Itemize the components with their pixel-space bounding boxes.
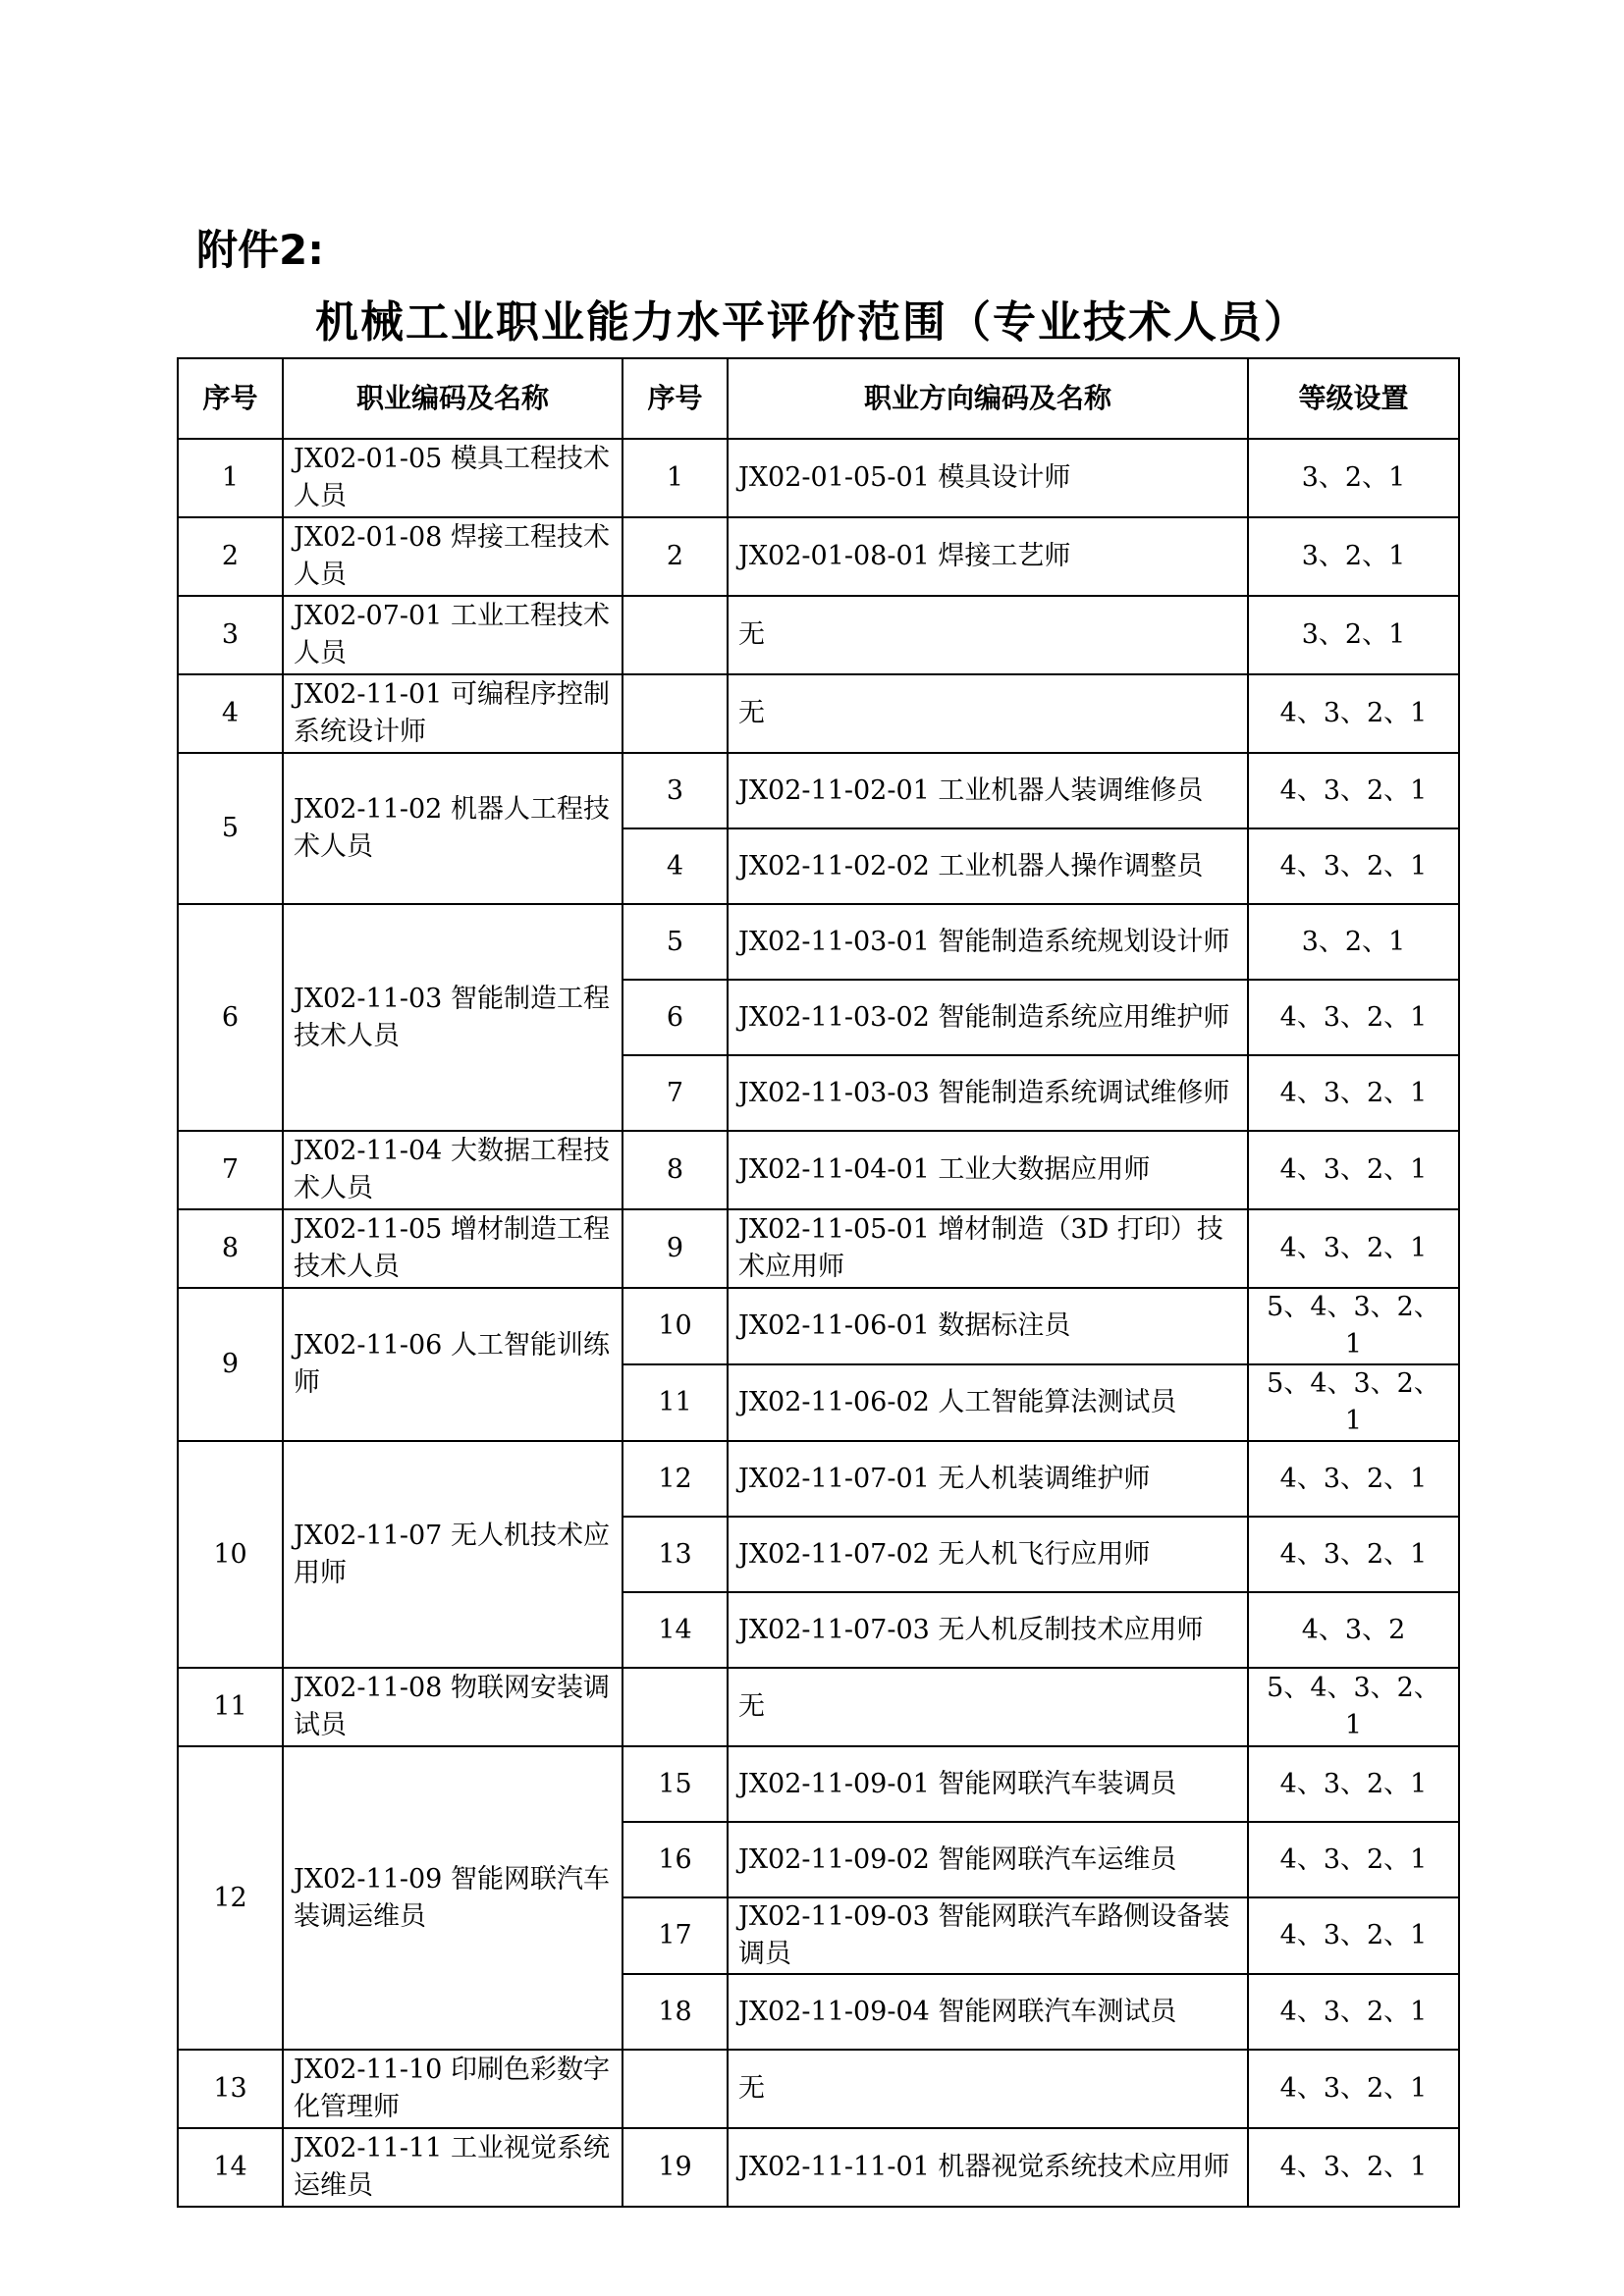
- direction-name: 无: [728, 1668, 1248, 1746]
- direction-seq: 2: [623, 517, 728, 596]
- level-setting: 3、2、1: [1248, 439, 1459, 517]
- direction-name: JX02-11-09-01 智能网联汽车装调员: [728, 1746, 1248, 1822]
- level-setting: 4、3、2、1: [1248, 980, 1459, 1055]
- direction-seq: 5: [623, 904, 728, 980]
- header-levels: 等级设置: [1248, 358, 1459, 439]
- table-row: [178, 2128, 1459, 2207]
- table-row: [178, 753, 1459, 828]
- occupation-seq: 8: [178, 1209, 283, 1288]
- occupation-seq: 1: [178, 439, 283, 517]
- direction-seq: 4: [623, 828, 728, 904]
- occupation-name: JX02-11-06 人工智能训练师: [283, 1288, 623, 1441]
- occupation-name: JX02-11-08 物联网安装调试员: [283, 1668, 623, 1746]
- direction-name: JX02-11-07-01 无人机装调维护师: [728, 1441, 1248, 1517]
- occupation-seq: 3: [178, 596, 283, 674]
- table-row: [178, 517, 1459, 596]
- table-row: [178, 1131, 1459, 1209]
- level-setting: 3、2、1: [1248, 596, 1459, 674]
- direction-name: JX02-11-03-03 智能制造系统调试维修师: [728, 1055, 1248, 1131]
- table-row: [178, 596, 1459, 674]
- level-setting: 4、3、2、1: [1248, 1441, 1459, 1517]
- occupation-seq: 11: [178, 1668, 283, 1746]
- direction-seq: 11: [623, 1364, 728, 1441]
- header-seq: 序号: [178, 358, 283, 439]
- occupation-seq: 14: [178, 2128, 283, 2207]
- direction-seq: [623, 2050, 728, 2128]
- table-row: [178, 1746, 1459, 1822]
- occupation-name: JX02-01-05 模具工程技术人员: [283, 439, 623, 517]
- level-setting: 4、3、2、1: [1248, 828, 1459, 904]
- direction-name: JX02-11-02-02 工业机器人操作调整员: [728, 828, 1248, 904]
- occupation-seq: 4: [178, 674, 283, 753]
- direction-name: JX02-11-06-02 人工智能算法测试员: [728, 1364, 1248, 1441]
- direction-seq: 15: [623, 1746, 728, 1822]
- occupation-name: JX02-11-03 智能制造工程技术人员: [283, 904, 623, 1131]
- occupation-name: JX02-11-07 无人机技术应用师: [283, 1441, 623, 1668]
- level-setting: 3、2、1: [1248, 517, 1459, 596]
- level-setting: 4、3、2、1: [1248, 1517, 1459, 1592]
- direction-seq: 9: [623, 1209, 728, 1288]
- table-row: [178, 904, 1459, 980]
- direction-seq: 12: [623, 1441, 728, 1517]
- direction-name: JX02-01-08-01 焊接工艺师: [728, 517, 1248, 596]
- level-setting: 4、3、2、1: [1248, 753, 1459, 828]
- table-row: [178, 2050, 1459, 2128]
- direction-name: JX02-11-02-01 工业机器人装调维修员: [728, 753, 1248, 828]
- occupation-seq: 13: [178, 2050, 283, 2128]
- table-row: [178, 1288, 1459, 1364]
- page-title: 机械工业职业能力水平评价范围（专业技术人员）: [315, 297, 1309, 347]
- occupation-name: JX02-07-01 工业工程技术人员: [283, 596, 623, 674]
- occupation-seq: 5: [178, 753, 283, 904]
- direction-seq: 3: [623, 753, 728, 828]
- level-setting: 5、4、3、2、1: [1248, 1288, 1459, 1364]
- direction-seq: 13: [623, 1517, 728, 1592]
- level-setting: 4、3、2、1: [1248, 1897, 1459, 1974]
- direction-seq: 18: [623, 1974, 728, 2050]
- direction-name: 无: [728, 596, 1248, 674]
- table-row: [178, 1441, 1459, 1517]
- direction-seq: 1: [623, 439, 728, 517]
- direction-seq: 14: [623, 1592, 728, 1668]
- occupation-seq: 6: [178, 904, 283, 1131]
- direction-seq: 17: [623, 1897, 728, 1974]
- occupation-seq: 10: [178, 1441, 283, 1668]
- direction-name: JX02-11-03-01 智能制造系统规划设计师: [728, 904, 1248, 980]
- direction-name: JX02-11-07-02 无人机飞行应用师: [728, 1517, 1248, 1592]
- direction-seq: 19: [623, 2128, 728, 2207]
- table-header-row: [178, 358, 1459, 439]
- direction-name: JX02-11-04-01 工业大数据应用师: [728, 1131, 1248, 1209]
- level-setting: 4、3、2、1: [1248, 1746, 1459, 1822]
- direction-name: JX02-11-03-02 智能制造系统应用维护师: [728, 980, 1248, 1055]
- direction-name: JX02-11-11-01 机器视觉系统技术应用师: [728, 2128, 1248, 2207]
- occupation-seq: 12: [178, 1746, 283, 2050]
- occupation-seq: 2: [178, 517, 283, 596]
- direction-name: 无: [728, 2050, 1248, 2128]
- scope-table: [177, 357, 1460, 2208]
- level-setting: 3、2、1: [1248, 904, 1459, 980]
- level-setting: 5、4、3、2、1: [1248, 1364, 1459, 1441]
- table-row: [178, 1209, 1459, 1288]
- direction-seq: 8: [623, 1131, 728, 1209]
- table-row: [178, 439, 1459, 517]
- occupation-name: JX02-11-05 增材制造工程技术人员: [283, 1209, 623, 1288]
- occupation-name: JX02-11-10 印刷色彩数字化管理师: [283, 2050, 623, 2128]
- direction-seq: 10: [623, 1288, 728, 1364]
- level-setting: 4、3、2、1: [1248, 1209, 1459, 1288]
- level-setting: 4、3、2、1: [1248, 674, 1459, 753]
- occupation-name: JX02-11-09 智能网联汽车装调运维员: [283, 1746, 623, 2050]
- occupation-name: JX02-11-11 工业视觉系统运维员: [283, 2128, 623, 2207]
- occupation-name: JX02-11-02 机器人工程技术人员: [283, 753, 623, 904]
- direction-seq: 16: [623, 1822, 728, 1897]
- direction-name: JX02-11-07-03 无人机反制技术应用师: [728, 1592, 1248, 1668]
- header-occupation: 职业编码及名称: [283, 358, 623, 439]
- direction-name: JX02-11-09-04 智能网联汽车测试员: [728, 1974, 1248, 2050]
- table-row: [178, 1668, 1459, 1746]
- level-setting: 4、3、2、1: [1248, 2128, 1459, 2207]
- direction-name: JX02-11-06-01 数据标注员: [728, 1288, 1248, 1364]
- direction-seq: 7: [623, 1055, 728, 1131]
- direction-seq: 6: [623, 980, 728, 1055]
- occupation-seq: 7: [178, 1131, 283, 1209]
- level-setting: 4、3、2、1: [1248, 1055, 1459, 1131]
- level-setting: 4、3、2、1: [1248, 1131, 1459, 1209]
- level-setting: 4、3、2、1: [1248, 1822, 1459, 1897]
- occupation-name: JX02-11-01 可编程序控制系统设计师: [283, 674, 623, 753]
- level-setting: 4、3、2、1: [1248, 2050, 1459, 2128]
- direction-name: JX02-11-09-03 智能网联汽车路侧设备装调员: [728, 1897, 1248, 1974]
- table-row: [178, 674, 1459, 753]
- occupation-name: JX02-01-08 焊接工程技术人员: [283, 517, 623, 596]
- occupation-seq: 9: [178, 1288, 283, 1441]
- table-body: [178, 439, 1459, 2207]
- direction-name: JX02-01-05-01 模具设计师: [728, 439, 1248, 517]
- occupation-name: JX02-11-04 大数据工程技术人员: [283, 1131, 623, 1209]
- direction-seq: [623, 1668, 728, 1746]
- direction-name: JX02-11-09-02 智能网联汽车运维员: [728, 1822, 1248, 1897]
- direction-name: 无: [728, 674, 1248, 753]
- level-setting: 5、4、3、2、1: [1248, 1668, 1459, 1746]
- direction-name: JX02-11-05-01 增材制造（3D 打印）技术应用师: [728, 1209, 1248, 1288]
- direction-seq: [623, 674, 728, 753]
- level-setting: 4、3、2、1: [1248, 1974, 1459, 2050]
- attachment-label: 附件2:: [196, 226, 325, 274]
- level-setting: 4、3、2: [1248, 1592, 1459, 1668]
- header-seq2: 序号: [623, 358, 728, 439]
- direction-seq: [623, 596, 728, 674]
- header-direction: 职业方向编码及名称: [728, 358, 1248, 439]
